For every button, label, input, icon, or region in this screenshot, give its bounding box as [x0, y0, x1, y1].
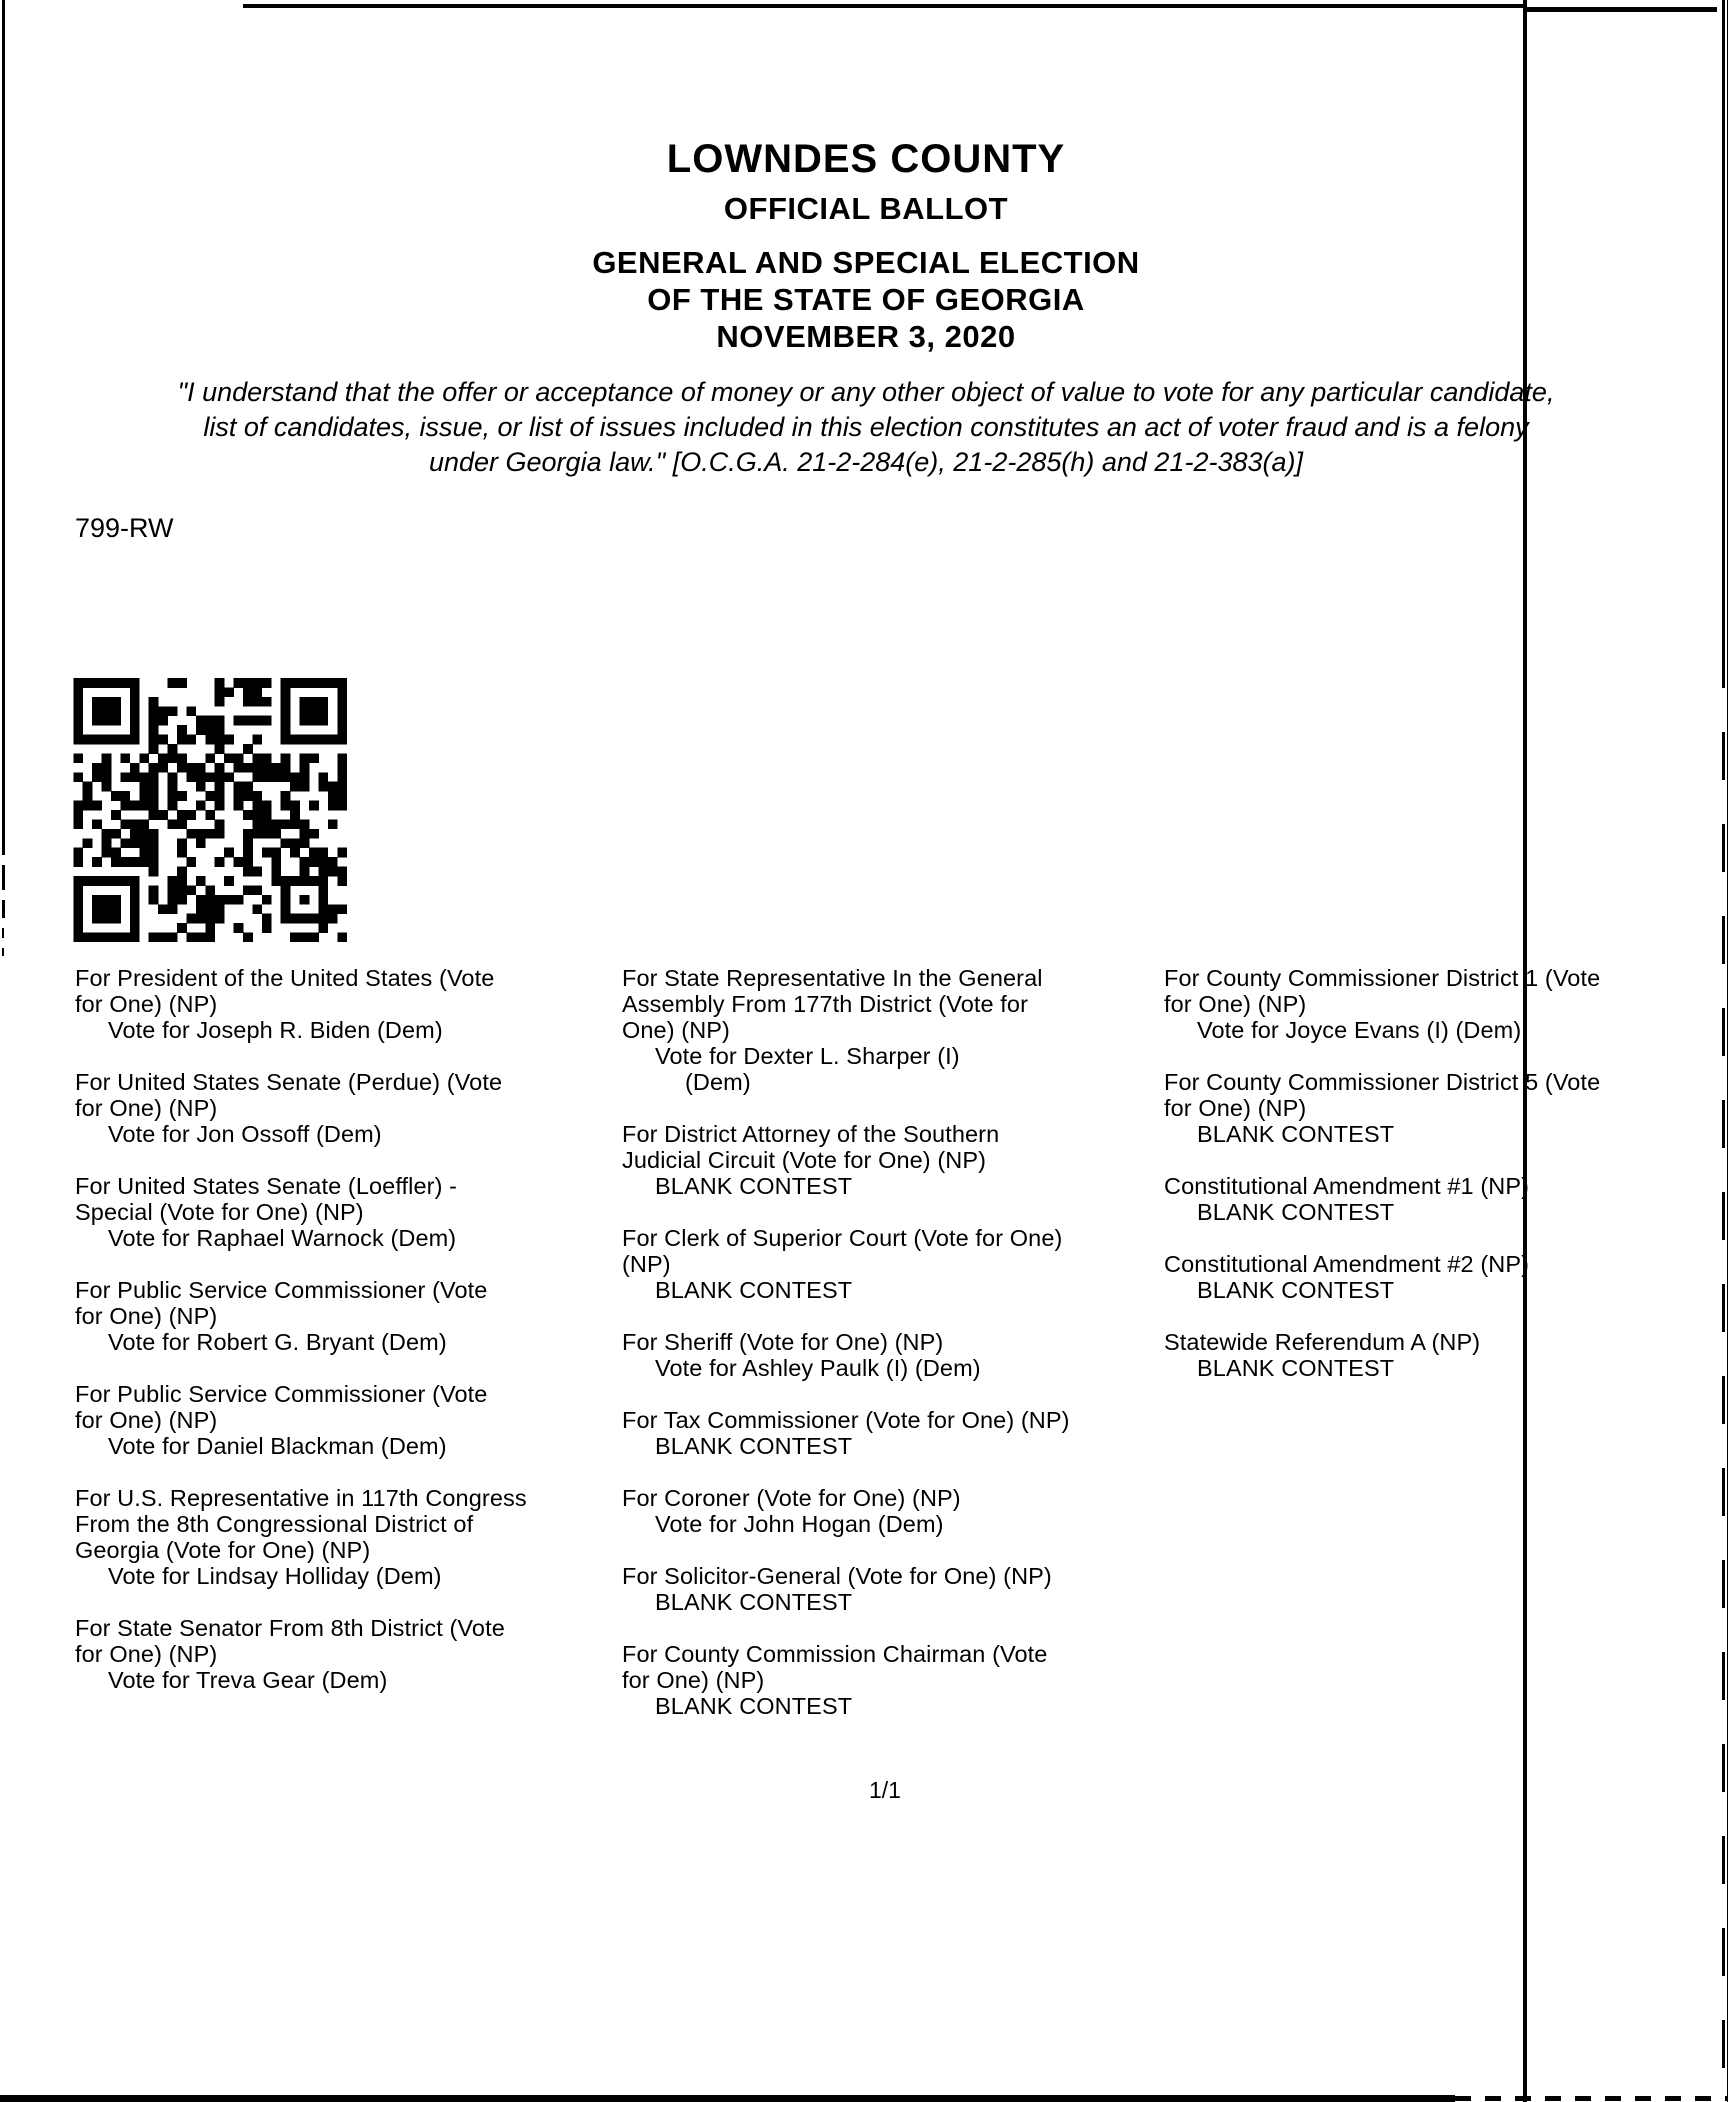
vote-line: (Dem)	[685, 1069, 751, 1095]
top-border-line	[243, 4, 1526, 8]
ballot-type-title: OFFICIAL BALLOT	[723, 191, 1009, 226]
contest-block	[1164, 1251, 1724, 1303]
contest-title-line: For United States Senate (Perdue) (Vote	[75, 1069, 503, 1095]
contest-block	[1164, 965, 1724, 1043]
vote-line: Vote for Joyce Evans (I) (Dem)	[1197, 1017, 1522, 1043]
vote-line: BLANK CONTEST	[655, 1433, 853, 1459]
contest-title-line: For President of the United States (Vote	[75, 965, 495, 991]
contest-title-line: for One) (NP)	[75, 1303, 218, 1329]
left-edge-mark	[2, 928, 4, 938]
contest-column-3	[1164, 965, 1724, 1407]
contest-title-line: for One) (NP)	[75, 1641, 218, 1667]
contest-title-line: For United States Senate (Loeffler) -	[75, 1173, 458, 1199]
vote-line: BLANK CONTEST	[1197, 1121, 1395, 1147]
bottom-border-bar	[0, 2095, 1455, 2102]
vote-line: BLANK CONTEST	[655, 1589, 853, 1615]
vote-line: Vote for Raphael Warnock (Dem)	[108, 1225, 457, 1251]
contest-title-line: For State Representative In the General	[622, 965, 1043, 991]
contest-title-line: (NP)	[622, 1251, 671, 1277]
election-title-line1: GENERAL AND SPECIAL ELECTION	[592, 245, 1140, 280]
contest-title-line: for One) (NP)	[1164, 991, 1307, 1017]
contest-title-line: For State Senator From 8th District (Vote	[75, 1615, 505, 1641]
contest-block	[1164, 1069, 1724, 1147]
contest-title-line: Statewide Referendum A (NP)	[1164, 1329, 1481, 1355]
contest-title-line: Judicial Circuit (Vote for One) (NP)	[622, 1147, 987, 1173]
fraud-disclaimer-line1: "I understand that the offer or acceptance of money or any other object of value to vote for any particular candidate,	[177, 377, 1555, 407]
contest-title-line: Georgia (Vote for One) (NP)	[75, 1537, 371, 1563]
contest-block	[622, 1485, 1152, 1537]
contest-title-line: For Sheriff (Vote for One) (NP)	[622, 1329, 944, 1355]
contest-block	[75, 1485, 631, 1589]
left-border-line	[2, 0, 5, 855]
contest-block	[622, 1407, 1152, 1459]
fraud-disclaimer-line2: list of candidates, issue, or list of issues included in this election constitutes an act of voter fraud and is a felony	[203, 412, 1529, 442]
ballot-style-code: 799-RW	[75, 513, 174, 543]
contest-title-line: For Public Service Commissioner (Vote	[75, 1277, 488, 1303]
vote-line: Vote for Ashley Paulk (I) (Dem)	[655, 1355, 981, 1381]
contest-title-line: for One) (NP)	[75, 991, 218, 1017]
vote-line: BLANK CONTEST	[1197, 1355, 1395, 1381]
contest-block	[75, 965, 631, 1043]
election-title-line2: OF THE STATE OF GEORGIA	[647, 282, 1085, 317]
contest-block	[622, 1563, 1152, 1615]
contest-block	[75, 1381, 631, 1459]
contest-title-line: Constitutional Amendment #2 (NP)	[1164, 1251, 1530, 1277]
contest-title-line: Special (Vote for One) (NP)	[75, 1199, 364, 1225]
vote-line: Vote for Dexter L. Sharper (I)	[655, 1043, 960, 1069]
election-date: NOVEMBER 3, 2020	[716, 319, 1016, 354]
top-border-line-right	[1526, 7, 1717, 12]
left-edge-mark	[2, 865, 5, 890]
contest-title-line: For Clerk of Superior Court (Vote for One)	[622, 1225, 1063, 1251]
vote-line: BLANK CONTEST	[655, 1173, 853, 1199]
vote-line: Vote for Lindsay Holliday (Dem)	[108, 1563, 442, 1589]
contest-column-2	[622, 965, 1152, 1745]
vote-line: Vote for Treva Gear (Dem)	[108, 1667, 388, 1693]
contest-title-line: for One) (NP)	[1164, 1095, 1307, 1121]
qr-code	[73, 678, 347, 942]
vote-line: Vote for John Hogan (Dem)	[655, 1511, 944, 1537]
contest-title-line: For Coroner (Vote for One) (NP)	[622, 1485, 961, 1511]
contest-title-line: Assembly From 177th District (Vote for	[622, 991, 1029, 1017]
contest-block	[75, 1069, 631, 1147]
contest-title-line: For District Attorney of the Southern	[622, 1121, 1000, 1147]
contest-title-line: Constitutional Amendment #1 (NP)	[1164, 1173, 1530, 1199]
left-edge-mark	[2, 900, 5, 918]
contest-title-line: For Tax Commissioner (Vote for One) (NP)	[622, 1407, 1070, 1433]
vote-line: BLANK CONTEST	[1197, 1277, 1395, 1303]
vote-line: BLANK CONTEST	[655, 1693, 853, 1719]
contest-block	[622, 1641, 1152, 1719]
county-title: LOWNDES COUNTY	[666, 137, 1066, 181]
contest-title-line: One) (NP)	[622, 1017, 730, 1043]
contest-title-line: From the 8th Congressional District of	[75, 1511, 474, 1537]
left-edge-mark	[2, 948, 4, 956]
contest-block	[622, 1121, 1152, 1199]
contest-title-line: For County Commissioner District 5 (Vote	[1164, 1069, 1601, 1095]
contest-title-line: for One) (NP)	[75, 1407, 218, 1433]
page-number: 1/1	[869, 1777, 901, 1803]
contest-block	[75, 1277, 631, 1355]
vote-line: Vote for Daniel Blackman (Dem)	[108, 1433, 447, 1459]
contest-block	[622, 1329, 1152, 1381]
vote-line: Vote for Robert G. Bryant (Dem)	[108, 1329, 447, 1355]
contest-column-1	[75, 965, 631, 1719]
contest-title-line: For Public Service Commissioner (Vote	[75, 1381, 488, 1407]
contest-title-line: for One) (NP)	[75, 1095, 218, 1121]
contest-block	[622, 965, 1152, 1095]
contest-block	[622, 1225, 1152, 1303]
contest-block	[75, 1615, 631, 1693]
contest-title-line: For U.S. Representative in 117th Congress	[75, 1485, 527, 1511]
contest-title-line: for One) (NP)	[622, 1667, 765, 1693]
contest-title-line: For County Commissioner District 1 (Vote	[1164, 965, 1601, 991]
fraud-disclaimer-line3: under Georgia law." [O.C.G.A. 21-2-284(e), 21-2-285(h) and 21-2-383(a)]	[428, 447, 1304, 477]
contest-block	[1164, 1329, 1724, 1381]
contest-block	[1164, 1173, 1724, 1225]
contest-block	[75, 1173, 631, 1251]
vote-line: Vote for Joseph R. Biden (Dem)	[108, 1017, 443, 1043]
vote-line: BLANK CONTEST	[655, 1277, 853, 1303]
right-border-line	[1722, 0, 1725, 640]
contest-title-line: For Solicitor-General (Vote for One) (NP)	[622, 1563, 1052, 1589]
contest-title-line: For County Commission Chairman (Vote	[622, 1641, 1048, 1667]
vote-line: BLANK CONTEST	[1197, 1199, 1395, 1225]
vote-line: Vote for Jon Ossoff (Dem)	[108, 1121, 382, 1147]
bottom-border-dashes	[1455, 2096, 1728, 2101]
